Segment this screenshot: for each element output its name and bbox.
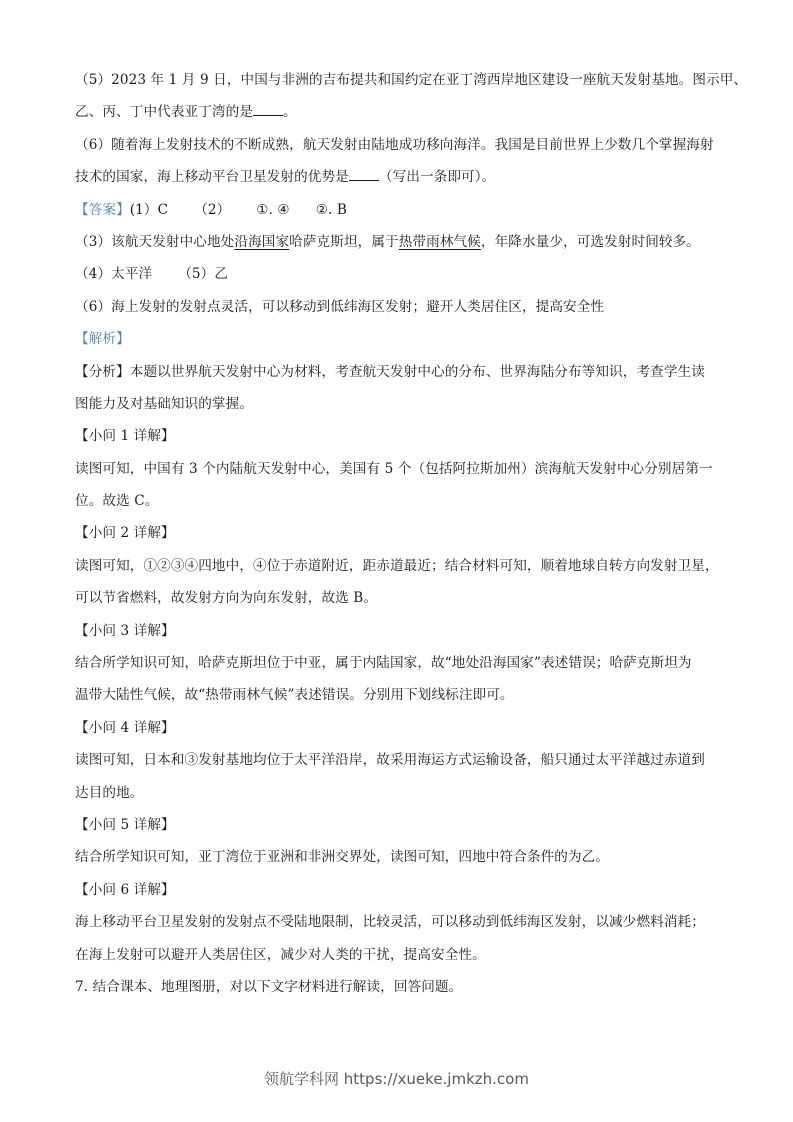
answer-q3-underline-climate: 热带雨林气候 [398,233,481,250]
answer-label: 【答案】 [75,201,130,218]
detail-heading: 【小问 4 详解】 [75,719,175,736]
question-6-line-2 [75,161,723,193]
detail-text: 在海上发射可以避开人类居住区，减少对人类的干扰，提高安全性。 [75,946,486,963]
detail-3-line-2 [75,679,723,711]
detail-text: 温带大陆性气候，故“热带雨林气候”表述错误。分别用下划线标注即可。 [75,687,514,704]
answer-q4-q5-line [75,258,723,290]
detail-text: 读图可知，日本和③发射基地均位于太平洋沿岸，故采用海运方式运输设备，船只通过太平洋越过赤道到 [75,752,705,769]
overview-text: 本题以世界航天发射中心为材料，考查航天发射中心的分布、世界海陆分布等知识，考查学生读 [129,363,705,380]
answer-q6: （6）海上发射的发射点灵活，可以移动到低纬海区发射；避开人类居住区，提高安全性 [75,298,605,315]
question-5-line-2 [75,96,723,128]
detail-text: 位。故选 C。 [75,493,159,510]
answer-q3-underline-coastal: 沿海国家 [234,233,290,250]
detail-text: 结合所学知识可知，哈萨克斯坦位于中亚，属于内陆国家，故“地处沿海国家”表述错误；哈萨克斯坦为 [75,655,692,672]
detail-6-heading [75,874,723,906]
detail-5-line-1 [75,841,723,873]
detail-5-heading [75,809,723,841]
detail-text: 达目的地。 [75,784,144,801]
footer-text: 领航学科网 https://xueke.jmkzh.com [264,1070,529,1088]
document-page [75,64,748,1003]
overview-label: 【分析】 [75,363,130,380]
detail-1-heading [75,420,723,452]
detail-1-line-2 [75,485,723,517]
answer-q1: (1）C [129,201,169,218]
detail-2-line-2 [75,582,723,614]
answer-q2-part-1: ①. ④ [256,201,290,218]
answer-q3-middle: 哈萨克斯坦，属于 [289,233,399,250]
detail-4-heading [75,712,723,744]
detail-3-line-1 [75,647,723,679]
detail-4-line-1 [75,744,723,776]
answer-line-1 [75,194,723,226]
analysis-label: 【解析】 [75,331,130,348]
answer-blank [349,168,379,181]
footer-watermark [0,1068,793,1089]
overview-line-2 [75,388,723,420]
answer-q4: （4）太平洋 [75,266,153,283]
question-7-line [75,971,723,1003]
answer-q3-line [75,226,723,258]
question-5-suffix: 。 [283,104,297,121]
detail-text: 结合所学知识可知，亚丁湾位于亚洲和非洲交界处，读图可知，四地中符合条件的为乙。 [75,849,610,866]
question-6-line-1 [75,129,723,161]
answer-q2-part-2: ②. B [315,201,347,218]
question-5-line-1 [75,64,748,96]
detail-heading: 【小问 5 详解】 [75,816,175,833]
detail-2-line-1 [75,550,723,582]
detail-heading: 【小问 6 详解】 [75,881,175,898]
detail-1-line-1 [75,453,723,485]
overview-line-1 [75,356,723,388]
detail-3-heading [75,615,723,647]
detail-2-heading [75,517,723,549]
answer-q3-prefix: （3）该航天发射中心地处 [75,233,235,250]
detail-heading: 【小问 1 详解】 [75,428,175,445]
question-6-prompt: 技术的国家，海上移动平台卫星发射的优势是 [75,169,349,186]
detail-heading: 【小问 2 详解】 [75,525,175,542]
detail-heading: 【小问 3 详解】 [75,622,175,639]
question-5-text: （5）2023 年 1 月 9 日，中国与非洲的吉布提共和国约定在亚丁湾西岸地区建设一座航天发射基地。图示甲、 [75,72,748,88]
detail-text: 读图可知，①②③④四地中，④位于赤道附近，距赤道最近；结合材料可知，顺着地球自转方向发射卫星， [75,557,719,574]
answer-q3-suffix: ，年降水量少，可选发射时间较多。 [480,233,701,250]
answer-q6-line [75,291,723,323]
analysis-heading [75,323,723,355]
detail-4-line-2 [75,777,723,809]
detail-6-line-1 [75,906,723,938]
detail-text: 可以节省燃料，故发射方向为向东发射，故选 B。 [75,590,378,607]
question-5-prompt: 乙、丙、丁中代表亚丁湾的是 [75,104,254,121]
answer-q5: （5）乙 [178,266,229,283]
detail-text: 海上移动平台卫星发射的发射点不受陆地限制，比较灵活，可以移动到低纬海区发射，以减少燃料消耗； [75,914,705,931]
question-6-text: （6）随着海上发射技术的不断成熟，航天发射由陆地成功移向海洋。我国是目前世界上少数几个掌握海射 [75,136,714,153]
question-7-text: 7. 结合课本、地理图册，对以下文字材料进行解读，回答问题。 [75,978,463,995]
overview-text-cont: 图能力及对基础知识的掌握。 [75,395,254,412]
question-6-suffix: （写出一条即可）。 [378,169,496,186]
answer-blank [253,103,283,116]
answer-q2: （2） [194,201,231,218]
detail-text: 读图可知，中国有 3 个内陆航天发射中心，美国有 5 个（包括阿拉斯加州）滨海航天发射中心分别居第一 [75,460,713,477]
detail-6-line-2 [75,939,723,971]
